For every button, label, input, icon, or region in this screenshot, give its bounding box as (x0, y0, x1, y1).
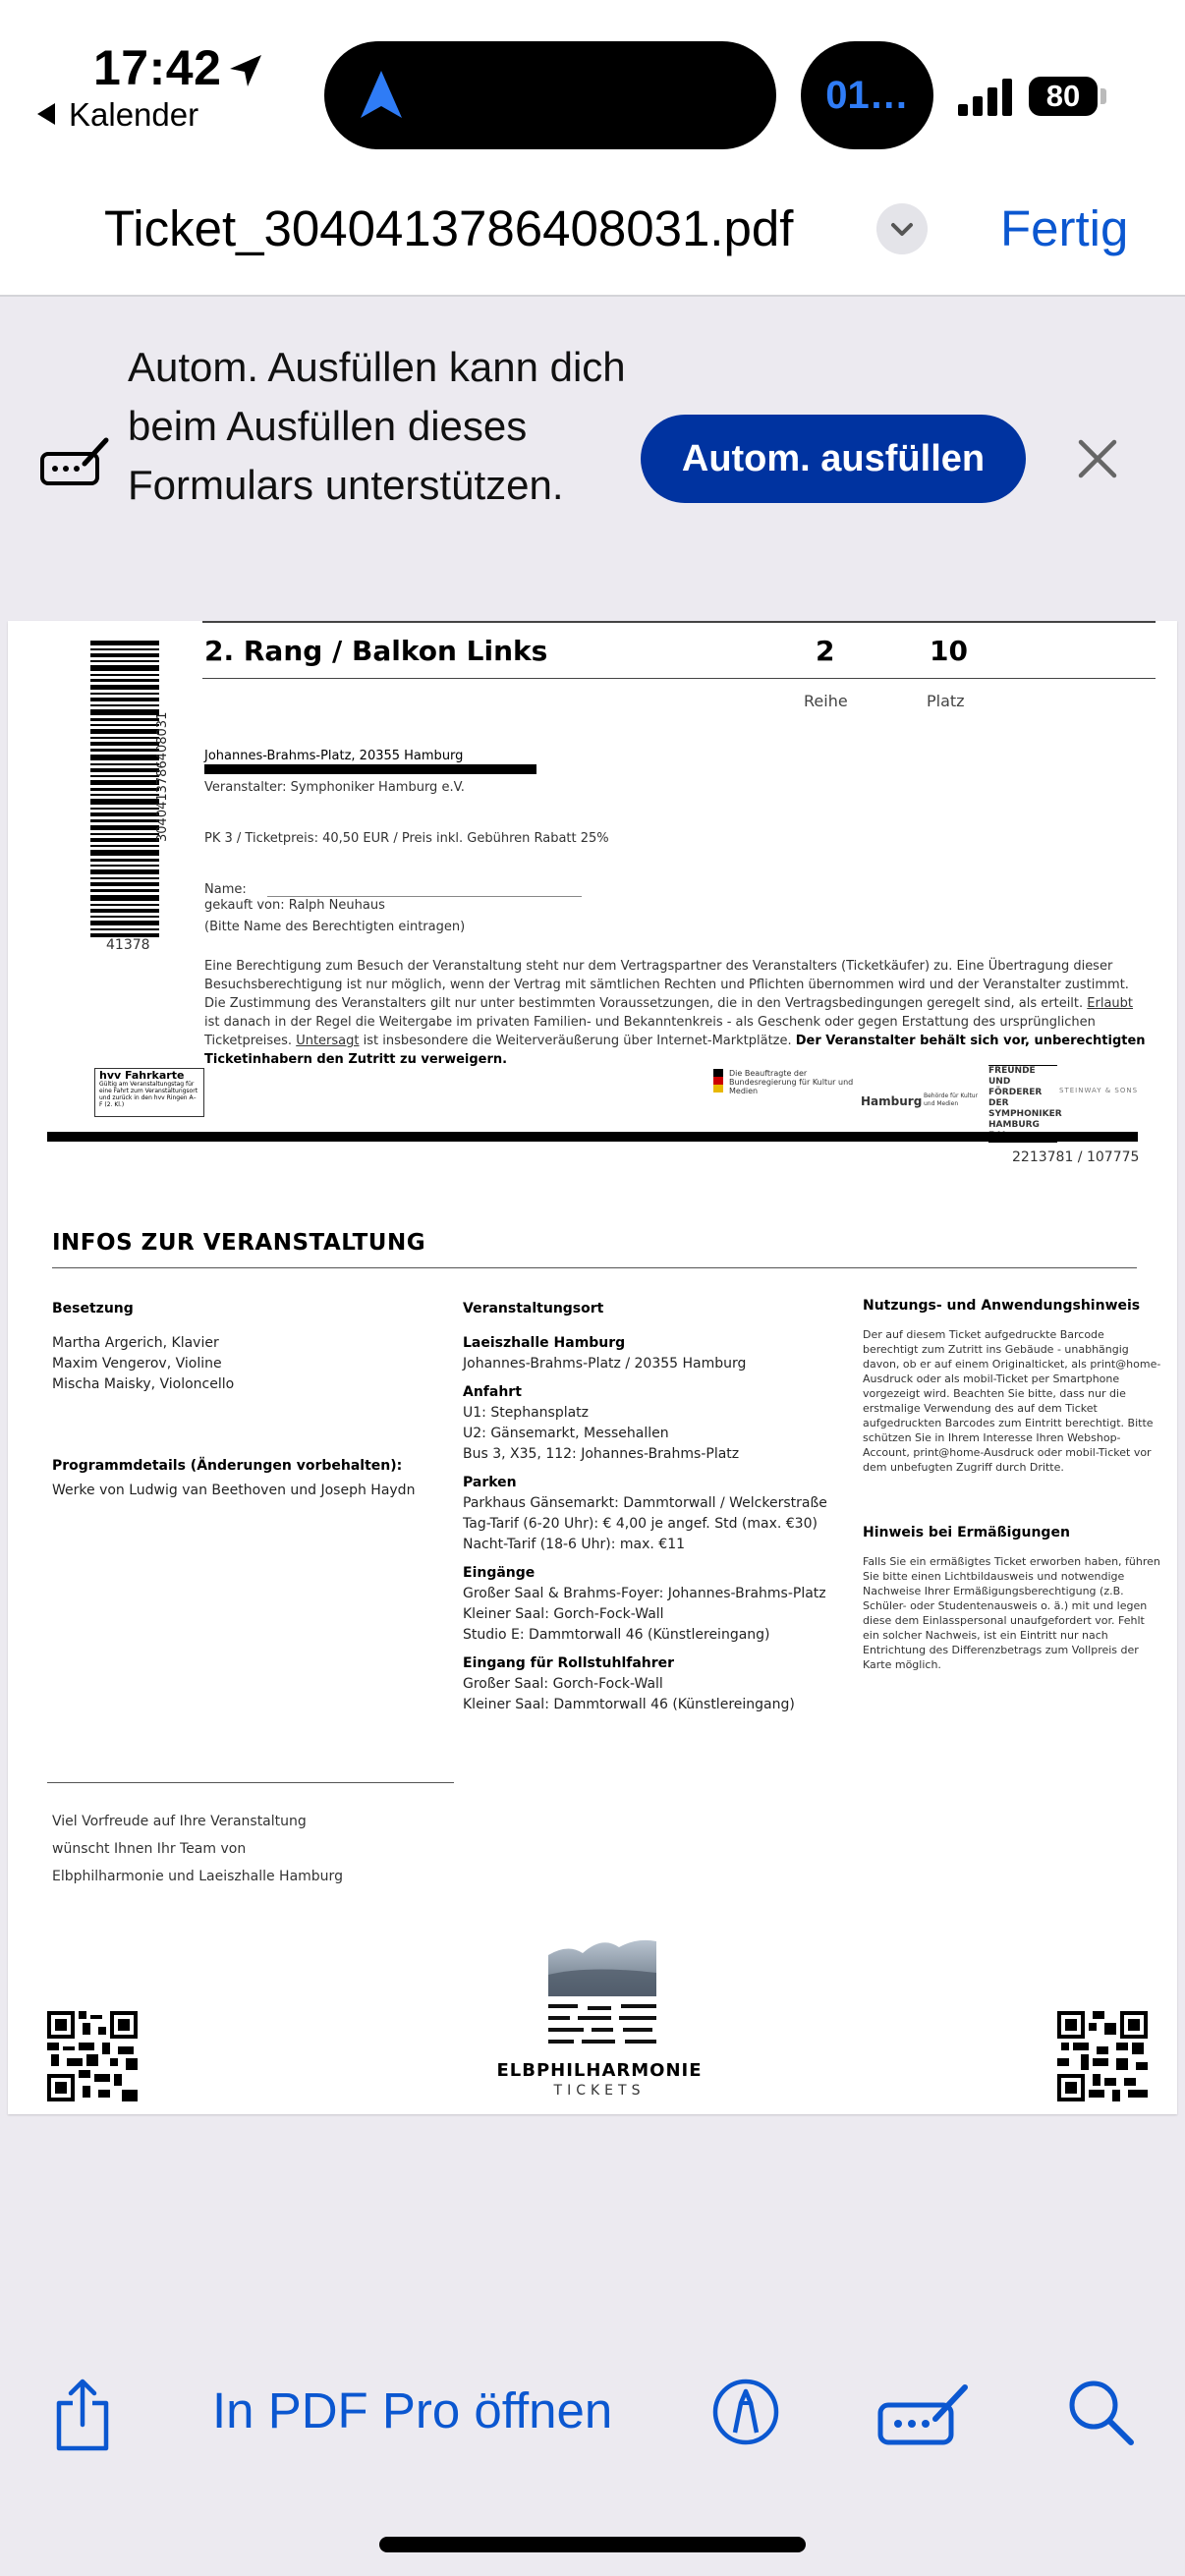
autofill-banner (0, 297, 1185, 621)
row-value: 2 (816, 635, 835, 667)
seat-section: 2. Rang / Balkon Links (204, 635, 548, 667)
navigation-arrow-icon (359, 69, 404, 120)
elbphilharmonie-logo (491, 1935, 707, 2107)
divider (47, 1782, 454, 1783)
logo-bund: Die Beauftragte der Bundesregierung für Kultur und Medien (729, 1069, 854, 1095)
elbphilharmonie-building-icon (548, 1935, 656, 2051)
seat-value: 10 (930, 635, 968, 667)
venue-address: Johannes-Brahms-Platz, 20355 Hamburg (204, 749, 464, 763)
hvv-ticket-badge: hvv Fahrkarte Gültig am Veranstaltungstag für eine Fahrt zum Veranstaltungsort und zurück in den hvv Ringen A–F (2. Kl.) (94, 1068, 204, 1117)
markup-icon[interactable] (711, 2378, 780, 2446)
qr-code-right (1057, 2011, 1148, 2101)
close-icon[interactable] (1073, 434, 1122, 483)
divider (202, 678, 1156, 679)
back-app-label: Kalender (69, 96, 199, 133)
legal-text: Eine Berechtigung zum Besuch der Veranstaltung steht nur dem Vertragspartner des Veranstalters (Ticketkäufer) zu. Eine Übertragung dieser Besuchsberechtigung ist nur möglich, wenn der Vertrag mit sämtlichen Rechten und Pflichten übernommen wird und der Veranstalter zustimmt. Die Zustimmung des Veranstalters gilt nur unter bestimmten Voraussetzungen, die in den Vertragsbedingungen geregelt sind, als erteilt. Erlaubt ist danach in der Regel die Weitergabe im privaten Familien- und Bekanntenkreis - als Geschenk oder gegen Erstattung des ursprünglichen Ticketpreises. Untersagt ist insbesondere die Weiterveräußerung über Internet-Marktplätze. Der Veranstalter behält sich vor, unberechtigten Ticketinhabern den Zutritt zu verweigern. (204, 959, 1146, 1067)
sponsor-logos (705, 1065, 1157, 1130)
live-activity-pill[interactable]: 01… (801, 41, 933, 149)
open-in-pdf-pro-button[interactable]: In PDF Pro öffnen (212, 2382, 613, 2438)
infos-heading: INFOS ZUR VERANSTALTUNG (52, 1230, 426, 1256)
usage-column: Nutzungs- und Anwendungshinweis Der auf diesem Ticket aufgedruckte Barcode berechtigt zum Zutritt ins Gebäude - unabhängig davon, ob er auf einem Originalticket, als print@home-Ausdruck oder als mobil-Ticket per Smartphone vorgezeigt wird. Beachten Sie bitte, dass nur die erstmalige Verwendung des auf dem Ticket aufgedruckten Barcodes zum Eintritt berechtigt. Bitte schützen Sie in Ihrem Interesse Ihren Webshop-Account, print@home-Ausdruck oder mobil-Ticket vor dem unbefugten Zugriff durch Dritte. Hinweis bei Ermäßigungen Falls Sie ein ermäßigtes Ticket erworben haben, führen Sie bitte einen Lichtbildausweis und notwendige Nachweise Ihrer Ermäßigungsberechtigung (z.B. Schüler- oder Studentenausweis o. ä.) mit und legen diese dem Einlasspersonal unaufgefordert vor. Fehlt ein solcher Nachweis, ist ein Eintritt nur nach Entrichtung des Differenzbetrags zum Vollpreis der Karte möglich. (863, 1298, 1161, 1671)
home-indicator[interactable] (379, 2537, 806, 2552)
closing-text: Viel Vorfreude auf Ihre Veranstaltung wünscht Ihnen Ihr Team von Elbphilharmonie und Laeiszhalle Hamburg (52, 1814, 343, 1884)
form-fill-tool-icon[interactable] (876, 2381, 971, 2446)
battery-icon: 80 (1029, 77, 1098, 116)
status-bar (0, 0, 1185, 172)
bought-by: gekauft von: Ralph Neuhaus (204, 898, 385, 913)
venue-column: Veranstaltungsort Laeiszhalle Hamburg Johannes-Brahms-Platz / 20355 Hamburg Anfahrt U1: Stephansplatz U2: Gänsemarkt, Messehallen Bus 3, X35, 112: Johannes-Brahms-Platz Parken Parkhaus Gänsemarkt: Dammtorwall / Welckerstraße Tag-Tarif (6-20 Uhr): € 4,00 je angef. Std (max. €30) Nacht-Tarif (18-6 Uhr): max. €11 Eingänge Großer Saal & Brahms-Foyer: Johannes-Brahms-Platz Kleiner Saal: Gorch-Fock-Wall Studio E: Dammtorwall 46 (Künstlereingang) Eingang für Rollstuhlfahrer Großer Saal: Gorch-Fock-Wall Kleiner Saal: Dammtorwall 46 (Künstlereingang) (463, 1301, 827, 1712)
back-triangle-icon (37, 103, 55, 125)
bund-flag-icon (713, 1069, 723, 1092)
divider (52, 1267, 1137, 1268)
chevron-down-icon[interactable] (876, 203, 928, 254)
done-button[interactable]: Fertig (1000, 200, 1129, 256)
qr-code-left (47, 2011, 138, 2101)
name-hint: (Bitte Name des Berechtigten eintragen) (204, 920, 466, 934)
divider (202, 621, 1156, 623)
order-number: 2213781 / 107775 (1012, 1149, 1140, 1165)
name-field-line[interactable] (267, 896, 582, 897)
document-nav-bar (0, 172, 1185, 297)
share-icon[interactable] (51, 2378, 114, 2452)
barcode-number: 41378 (106, 937, 150, 953)
cast-column: Besetzung Martha Argerich, Klavier Maxim Vengerov, Violine Mischa Maisky, Violoncello Programmdetails (Änderungen vorbehalten): Werke von Ludwig van Beethoven und Joseph Haydn (52, 1301, 416, 1498)
cellular-signal-icon (958, 79, 1013, 116)
logo-freunde: FREUNDE UND FÖRDERER DER SYMPHONIKER HAMBURG (988, 1065, 1057, 1143)
logo-hamburg-sub: Behörde für Kultur und Medien (924, 1092, 979, 1107)
logo-steinway: STEINWAY & SONS (1059, 1087, 1139, 1094)
organizer: Veranstalter: Symphoniker Hamburg e.V. (204, 780, 465, 795)
brand-name: ELBPHILHARMONIE (496, 2060, 703, 2081)
search-icon[interactable] (1066, 2378, 1135, 2446)
document-title[interactable]: Ticket_3040413786408031.pdf (104, 200, 794, 256)
pdf-page[interactable] (8, 621, 1177, 2114)
seat-label: Platz (927, 692, 965, 710)
name-label: Name: (204, 882, 247, 897)
battery-nub (1100, 88, 1106, 104)
brand-sub: TICKETS (553, 2083, 646, 2099)
location-arrow-icon (226, 51, 265, 90)
divider-thick (47, 1132, 1138, 1142)
back-to-app-link[interactable] (37, 96, 198, 134)
autofill-button[interactable]: Autom. ausfüllen (641, 415, 1026, 503)
form-fill-icon (39, 434, 112, 489)
barcode-number-vertical: 3040413786408031 (155, 711, 170, 842)
logo-hamburg: Hamburg (861, 1094, 923, 1108)
ticket-price: PK 3 / Ticketpreis: 40,50 EUR / Preis inkl. Gebühren Rabatt 25% (204, 831, 609, 846)
redaction-bar (204, 764, 536, 774)
row-label: Reihe (804, 692, 848, 710)
autofill-message: Autom. Ausfüllen kann dich beim Ausfüllen dieses Formulars unterstützen. (128, 344, 626, 508)
clock: 17:42 (93, 40, 222, 95)
